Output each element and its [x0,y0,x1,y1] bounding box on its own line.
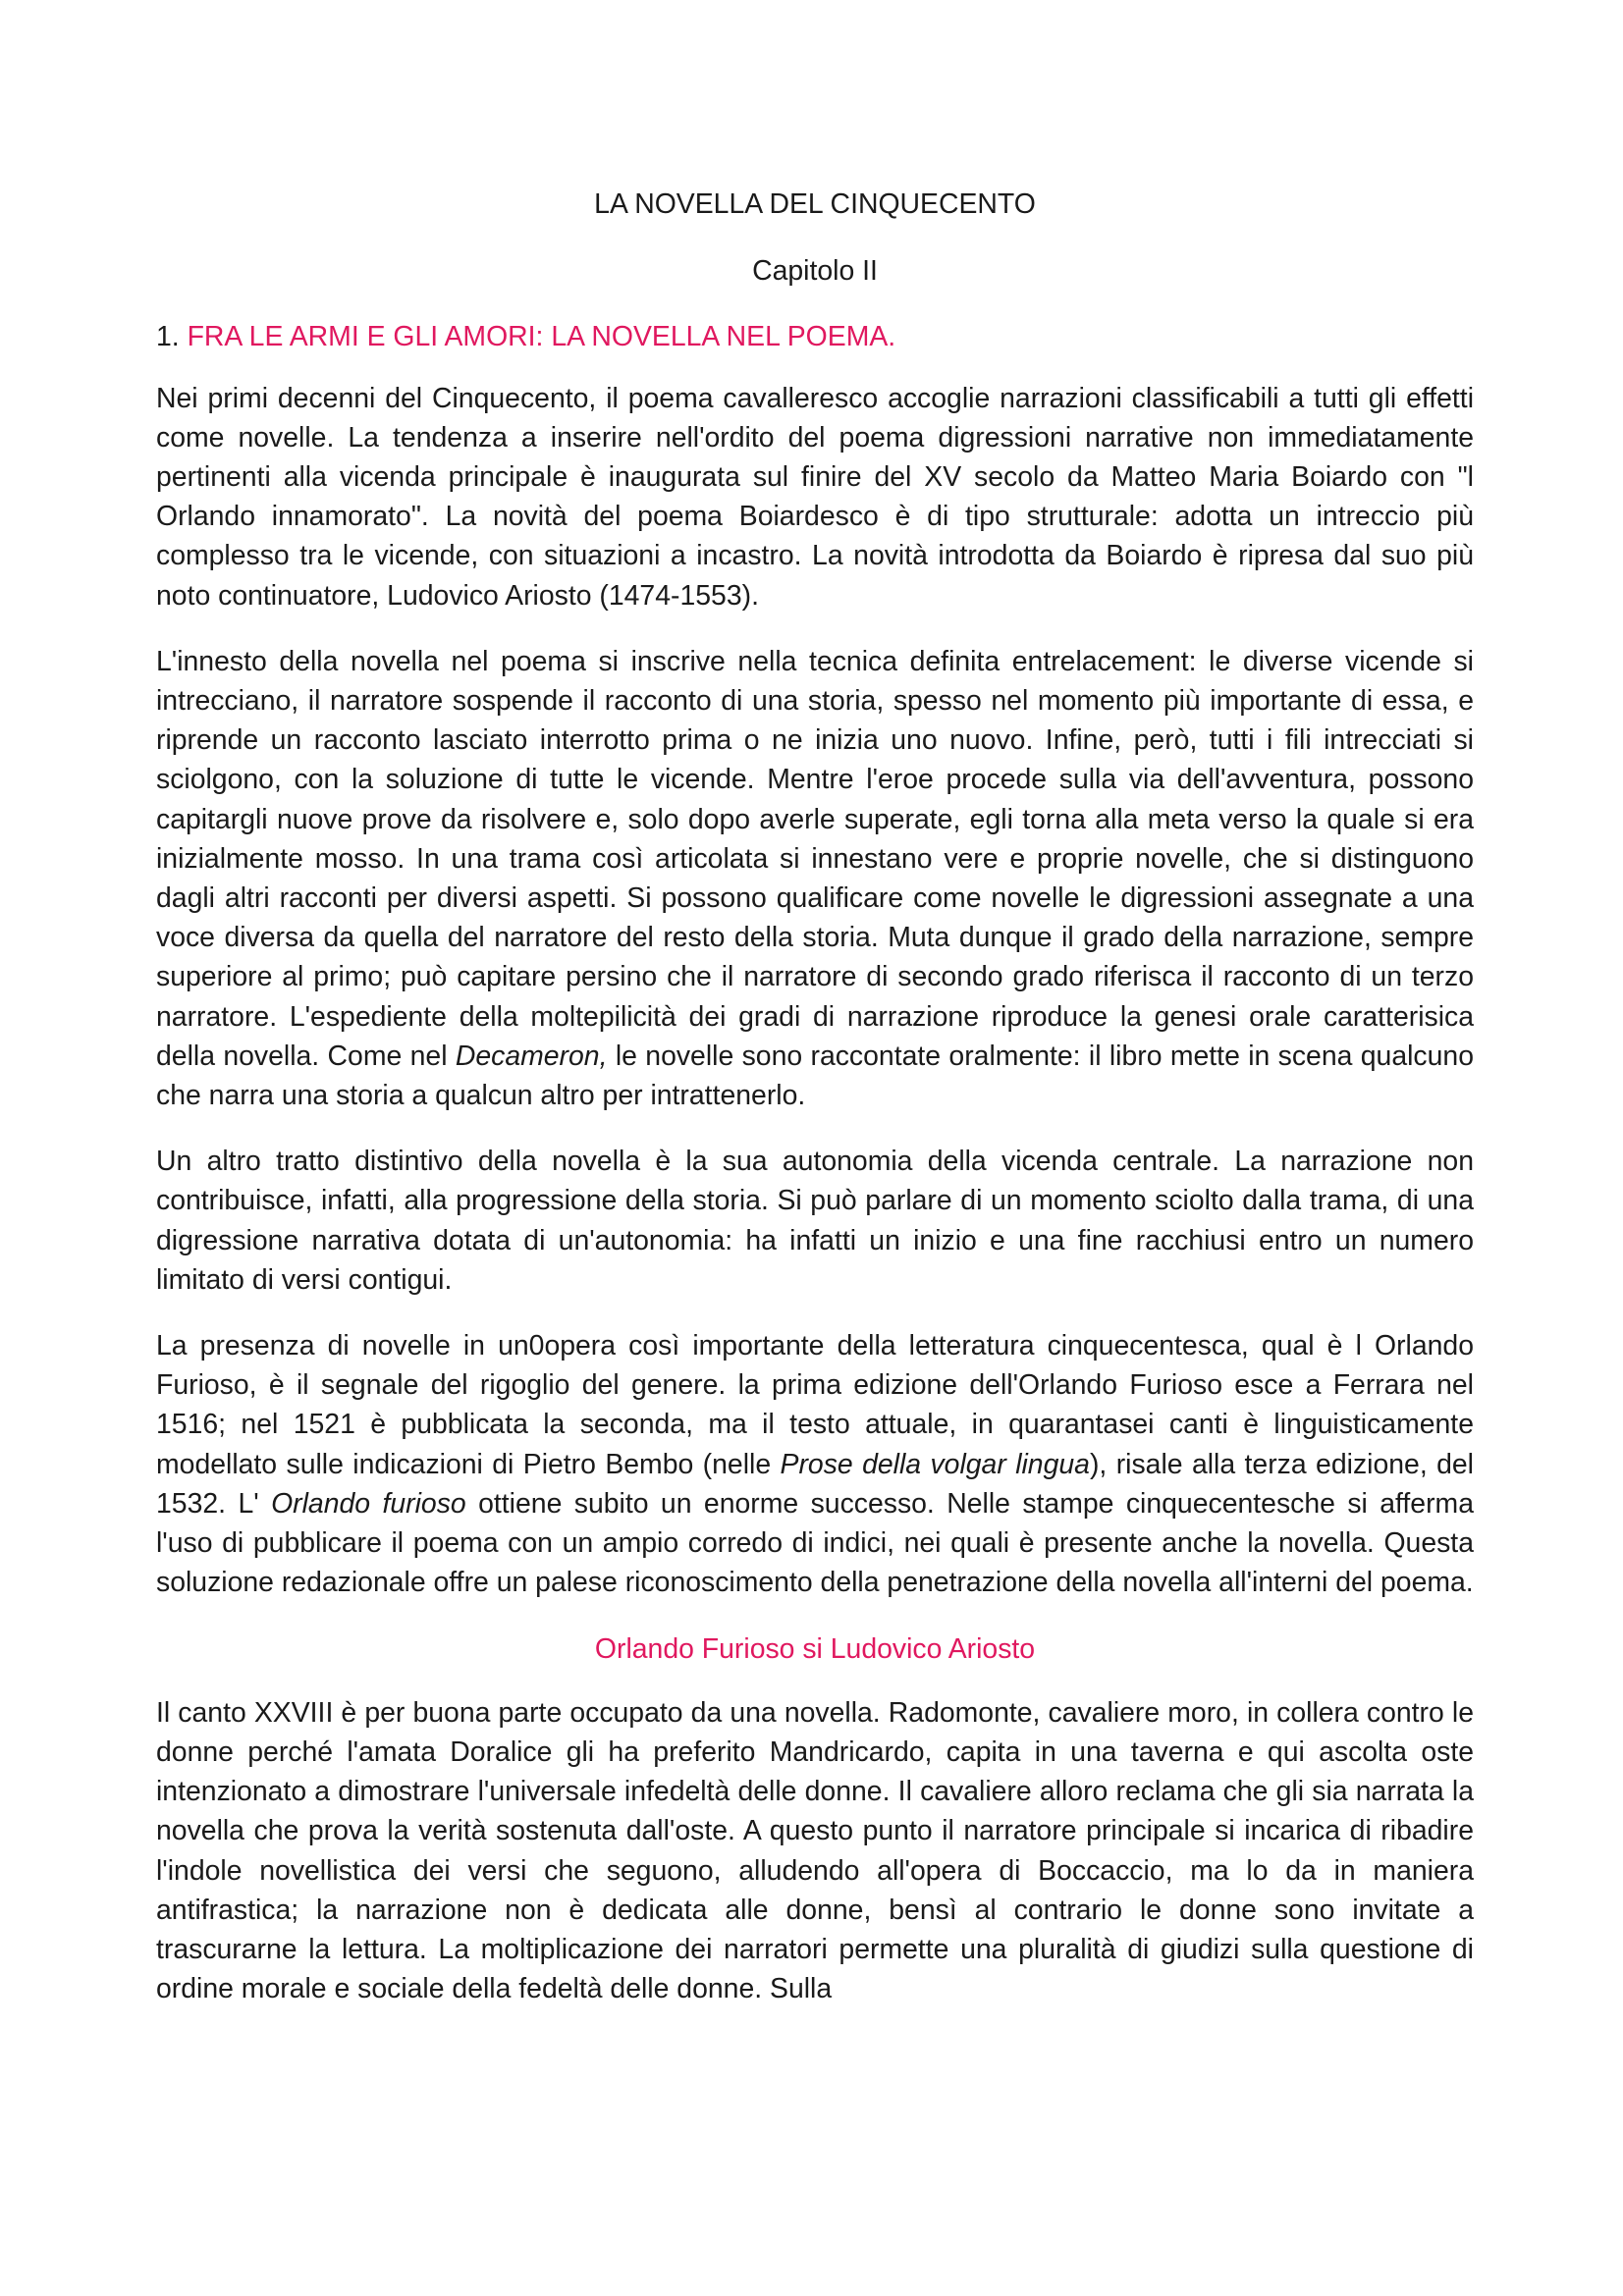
chapter-label: Capitolo II [752,255,878,288]
paragraph-5: Il canto XXVIII è per buona parte occupato da una novella. Radomonte, cavaliere moro, in collera contro le donne perché l'amata Doralice gli ha preferito Mandricardo, capita in una taverna e qui ascolta oste intenzionato a dimostrare l'universale infedeltà delle donne. Il cavaliere alloro reclama che gli sia narrata la novella che prova la verità sostenuta dall'oste. A questo punto il narratore principale si incarica di ribadire l'indole novellistica dei versi che seguono, alludendo all'opera di Boccaccio, ma lo da in maniera antifrastica; la narrazione non è dedicata alle donne, bensì al contrario le donne sono invitate a trascurarne la lettura. La moltiplicazione dei narratori permette una pluralità di giudizi sulla questione di ordine morale e sociale della fedeltà delle donne. Sulla [156,1696,1474,2005]
paragraph-4-text-c: ottiene subito un enorme successo. Nelle stampe cinquecentesche si afferma l'uso di pubblicare il poema con un ampio corredo di indici, nei quali è presente anche la novella. Questa soluzione redazionale offre un palese riconoscimento della penetrazione della novella all'interni del poema. [156,1487,1474,1599]
paragraph-4-text-b: ), risale alla terza edizione, del 1532. L' [156,1448,1474,1520]
paragraph-4-italic-1: Prose della volgar lingua [780,1448,1090,1480]
section-number: 1. [156,321,188,353]
paragraph-4 [156,1326,1474,1602]
document-title: LA NOVELLA DEL CINQUECENTO [594,188,1036,220]
section-title: FRA LE ARMI E GLI AMORI: LA NOVELLA NEL POEMA. [187,321,896,353]
paragraph-2-text-a: L'innesto della novella nel poema si inscrive nella tecnica definita entrelacement: le diverse vicende si intrecciano, il narratore sospende il racconto di una storia, spesso nel momento più importante di essa, e riprende un racconto lasciato interrotto prima o ne inizia uno nuovo. Infine, però, tutti i fili intrecciati si sciolgono, con la soluzione di tutte le vicende. Mentre l'eroe procede sulla via dell'avventura, possono capitargli nuove prove da risolvere e, solo dopo averle superate, egli torna alla meta verso la quale si era inizialmente mosso. In una trama così articolata si innestano vere e proprie novelle, che si distinguono dagli altri racconti per diversi aspetti. Si possono qualificare come novelle le digressioni assegnate a una voce diversa da quella del narratore del resto della storia. Muta dunque il grado della narrazione, sempre superiore al primo; può capitare persino che il narratore di secondo grado riferisca il racconto di un terzo narratore. L'espediente della moltepilicità dei gradi di narrazione riproduce la genesi orale caratterisica della novella. Come nel [156,645,1474,1072]
document-page [156,185,1474,2008]
paragraph-2-text-b: le novelle sono raccontate oralmente: il libro mette in scena qualcuno che narra una storia a qualcun altro per intrattenerlo. [156,1040,1474,1112]
paragraph-2-italic: Decameron, [455,1040,608,1072]
paragraph-3: Un altro tratto distintivo della novella è la sua autonomia della vicenda centrale. La narrazione non contribuisce, infatti, alla progressione della storia. Si può parlare di un momento sciolto dalla trama, di una digressione narrativa dotata di un'autonomia: ha infatti un inizio e una fine racchiusi entro un numero limitato di versi contigui. [156,1146,1474,1296]
paragraph-4-text-a: La presenza di novelle in un0opera così importante della letteratura cinquecentesca, qual è l Orlando Furioso, è il segnale del rigoglio del genere. la prima edizione dell'Orlando Furioso esce a Ferrara nel 1516; nel 1521 è pubblicata la seconda, ma il testo attuale, in quarantasei canti è linguisticamente modellato sulle indicazioni di Pietro Bembo (nelle [156,1330,1474,1480]
section-heading [156,317,1474,356]
subheading: Orlando Furioso si Ludovico Ariosto [594,1632,1036,1665]
paragraph-1: Nei primi decenni del Cinquecento, il poema cavalleresco accoglie narrazioni classificabili a tutti gli effetti come novelle. La tendenza a inserire nell'ordito del poema digressioni narrative non immediatamente pertinenti alla vicenda principale è inaugurata sul finire del XV secolo da Matteo Maria Boiardo con "l Orlando innamorato". La novità del poema Boiardesco è di tipo strutturale: adotta un intreccio più complesso tra le vicende, con situazioni a incastro. La novità introdotta da Boiardo è ripresa dal suo più noto continuatore, Ludovico Ariosto (1474-1553). [156,382,1474,612]
paragraph-2 [156,642,1474,1115]
paragraph-4-italic-2: Orlando furioso [271,1487,466,1520]
